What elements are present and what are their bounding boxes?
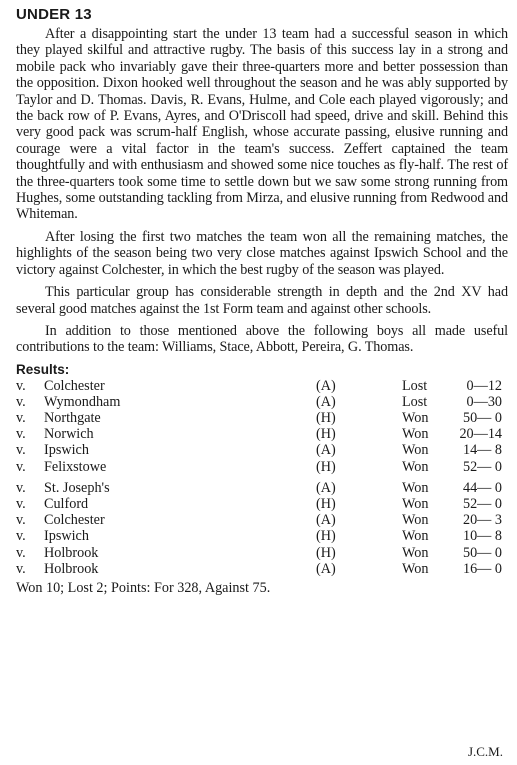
venue: (H) — [316, 410, 336, 427]
result-row — [16, 528, 508, 544]
score: 20—14 — [459, 426, 502, 443]
opponent-name: Ipswich — [44, 442, 89, 459]
versus-label: v. — [16, 458, 26, 475]
venue: (H) — [316, 426, 336, 443]
opponent-name: Holbrook — [44, 544, 99, 561]
section-heading: UNDER 13 — [16, 6, 92, 23]
result-row — [16, 378, 508, 394]
opponent-name: St. Joseph's — [44, 479, 110, 496]
venue: (A) — [316, 512, 336, 529]
score: 50— 0 — [462, 410, 502, 427]
versus-label: v. — [16, 528, 26, 545]
result-row — [16, 561, 508, 577]
outcome: Won — [402, 512, 429, 529]
venue: (A) — [316, 560, 336, 577]
outcome: Won — [402, 479, 429, 496]
versus-label: v. — [16, 410, 26, 427]
outcome: Won — [402, 544, 429, 561]
outcome: Won — [402, 528, 429, 545]
paragraph-contributions: In addition to those mentioned above the following boys all made useful contributions to the team: Williams, Stace, Abbott, Pereira, G. Thomas. — [16, 322, 508, 356]
result-row — [16, 545, 508, 561]
score: 20— 3 — [462, 512, 502, 529]
venue: (H) — [316, 496, 336, 513]
outcome: Won — [402, 442, 429, 459]
paragraph-highlights: After losing the first two matches the team won all the remaining matches, the highlights of the season being two very close matches against Ipswich School and the victory against Colchester, in which the best rugby of the season was played. — [16, 228, 508, 278]
venue: (H) — [316, 528, 336, 545]
versus-label: v. — [16, 512, 26, 529]
result-row — [16, 512, 508, 528]
season-summary: Won 10; Lost 2; Points: For 328, Against 75. — [16, 579, 271, 596]
venue: (A) — [316, 442, 336, 459]
versus-label: v. — [16, 496, 26, 513]
result-row — [16, 459, 508, 475]
venue: (H) — [316, 544, 336, 561]
score: 16— 0 — [462, 560, 502, 577]
paragraph-2nd-xv: This particular group has considerable strength in depth and the 2nd XV had several good matches against the 1st Form team and against other schools. — [16, 284, 508, 317]
results-table — [16, 378, 508, 577]
opponent-name: Wymondham — [44, 393, 121, 410]
venue: (A) — [316, 479, 336, 496]
versus-label: v. — [16, 442, 26, 459]
versus-label: v. — [16, 393, 26, 410]
score: 52— 0 — [462, 496, 502, 513]
outcome: Lost — [402, 377, 428, 394]
outcome: Won — [402, 458, 429, 475]
score: 0—30 — [466, 393, 502, 410]
opponent-name: Northgate — [44, 410, 101, 427]
venue: (A) — [316, 377, 336, 394]
versus-label: v. — [16, 560, 26, 577]
versus-label: v. — [16, 479, 26, 496]
score: 0—12 — [466, 377, 502, 394]
score: 10— 8 — [462, 528, 502, 545]
venue: (A) — [316, 393, 336, 410]
opponent-name: Felixstowe — [44, 458, 107, 475]
result-row — [16, 496, 508, 512]
versus-label: v. — [16, 544, 26, 561]
venue: (H) — [316, 458, 336, 475]
result-row — [16, 442, 508, 458]
author-initials: J.C.M. — [467, 744, 503, 759]
opponent-name: Culford — [44, 496, 89, 513]
score: 50— 0 — [462, 544, 502, 561]
result-row — [16, 394, 508, 410]
paragraph-season-review: After a disappointing start the under 13 team had a successful season in which they played skilful and attractive rugby. The basis of this success lay in a strong and mobile pack who invariably gave their three-quarters more and better possession than the opposition. Dixon hooked well throughout the season and he was ably supported by Taylor and D. Thomas. Davis, R. Evans, Hulme, and Cole each played vigorously; and the back row of P. Evans, Ayres, and O'Driscoll had speed, drive and skill. Behind this very good pack was scrum-half English, whose accurate passing, elusive running and courage were a vital factor in the team's success. Zeffert captained the team thoughtfully and with enthusiasm and showed some nice touches as fly-half. The rest of the three-quarters took some time to settle down but we saw some strong running from Hughes, some outstanding tackling from Mirza, and elusive running from Redwood and Whiteman. — [16, 26, 508, 223]
result-row — [16, 410, 508, 426]
versus-label: v. — [16, 426, 26, 443]
opponent-name: Holbrook — [44, 560, 99, 577]
opponent-name: Colchester — [44, 512, 105, 529]
score: 52— 0 — [462, 458, 502, 475]
score: 14— 8 — [462, 442, 502, 459]
opponent-name: Ipswich — [44, 528, 89, 545]
results-label: Results: — [16, 361, 70, 377]
result-row — [16, 426, 508, 442]
result-row — [16, 480, 508, 496]
outcome: Won — [402, 496, 429, 513]
outcome: Won — [402, 426, 429, 443]
versus-label: v. — [16, 377, 26, 394]
opponent-name: Colchester — [44, 377, 105, 394]
opponent-name: Norwich — [44, 426, 94, 443]
outcome: Lost — [402, 393, 428, 410]
score: 44— 0 — [462, 479, 502, 496]
outcome: Won — [402, 410, 429, 427]
outcome: Won — [402, 560, 429, 577]
